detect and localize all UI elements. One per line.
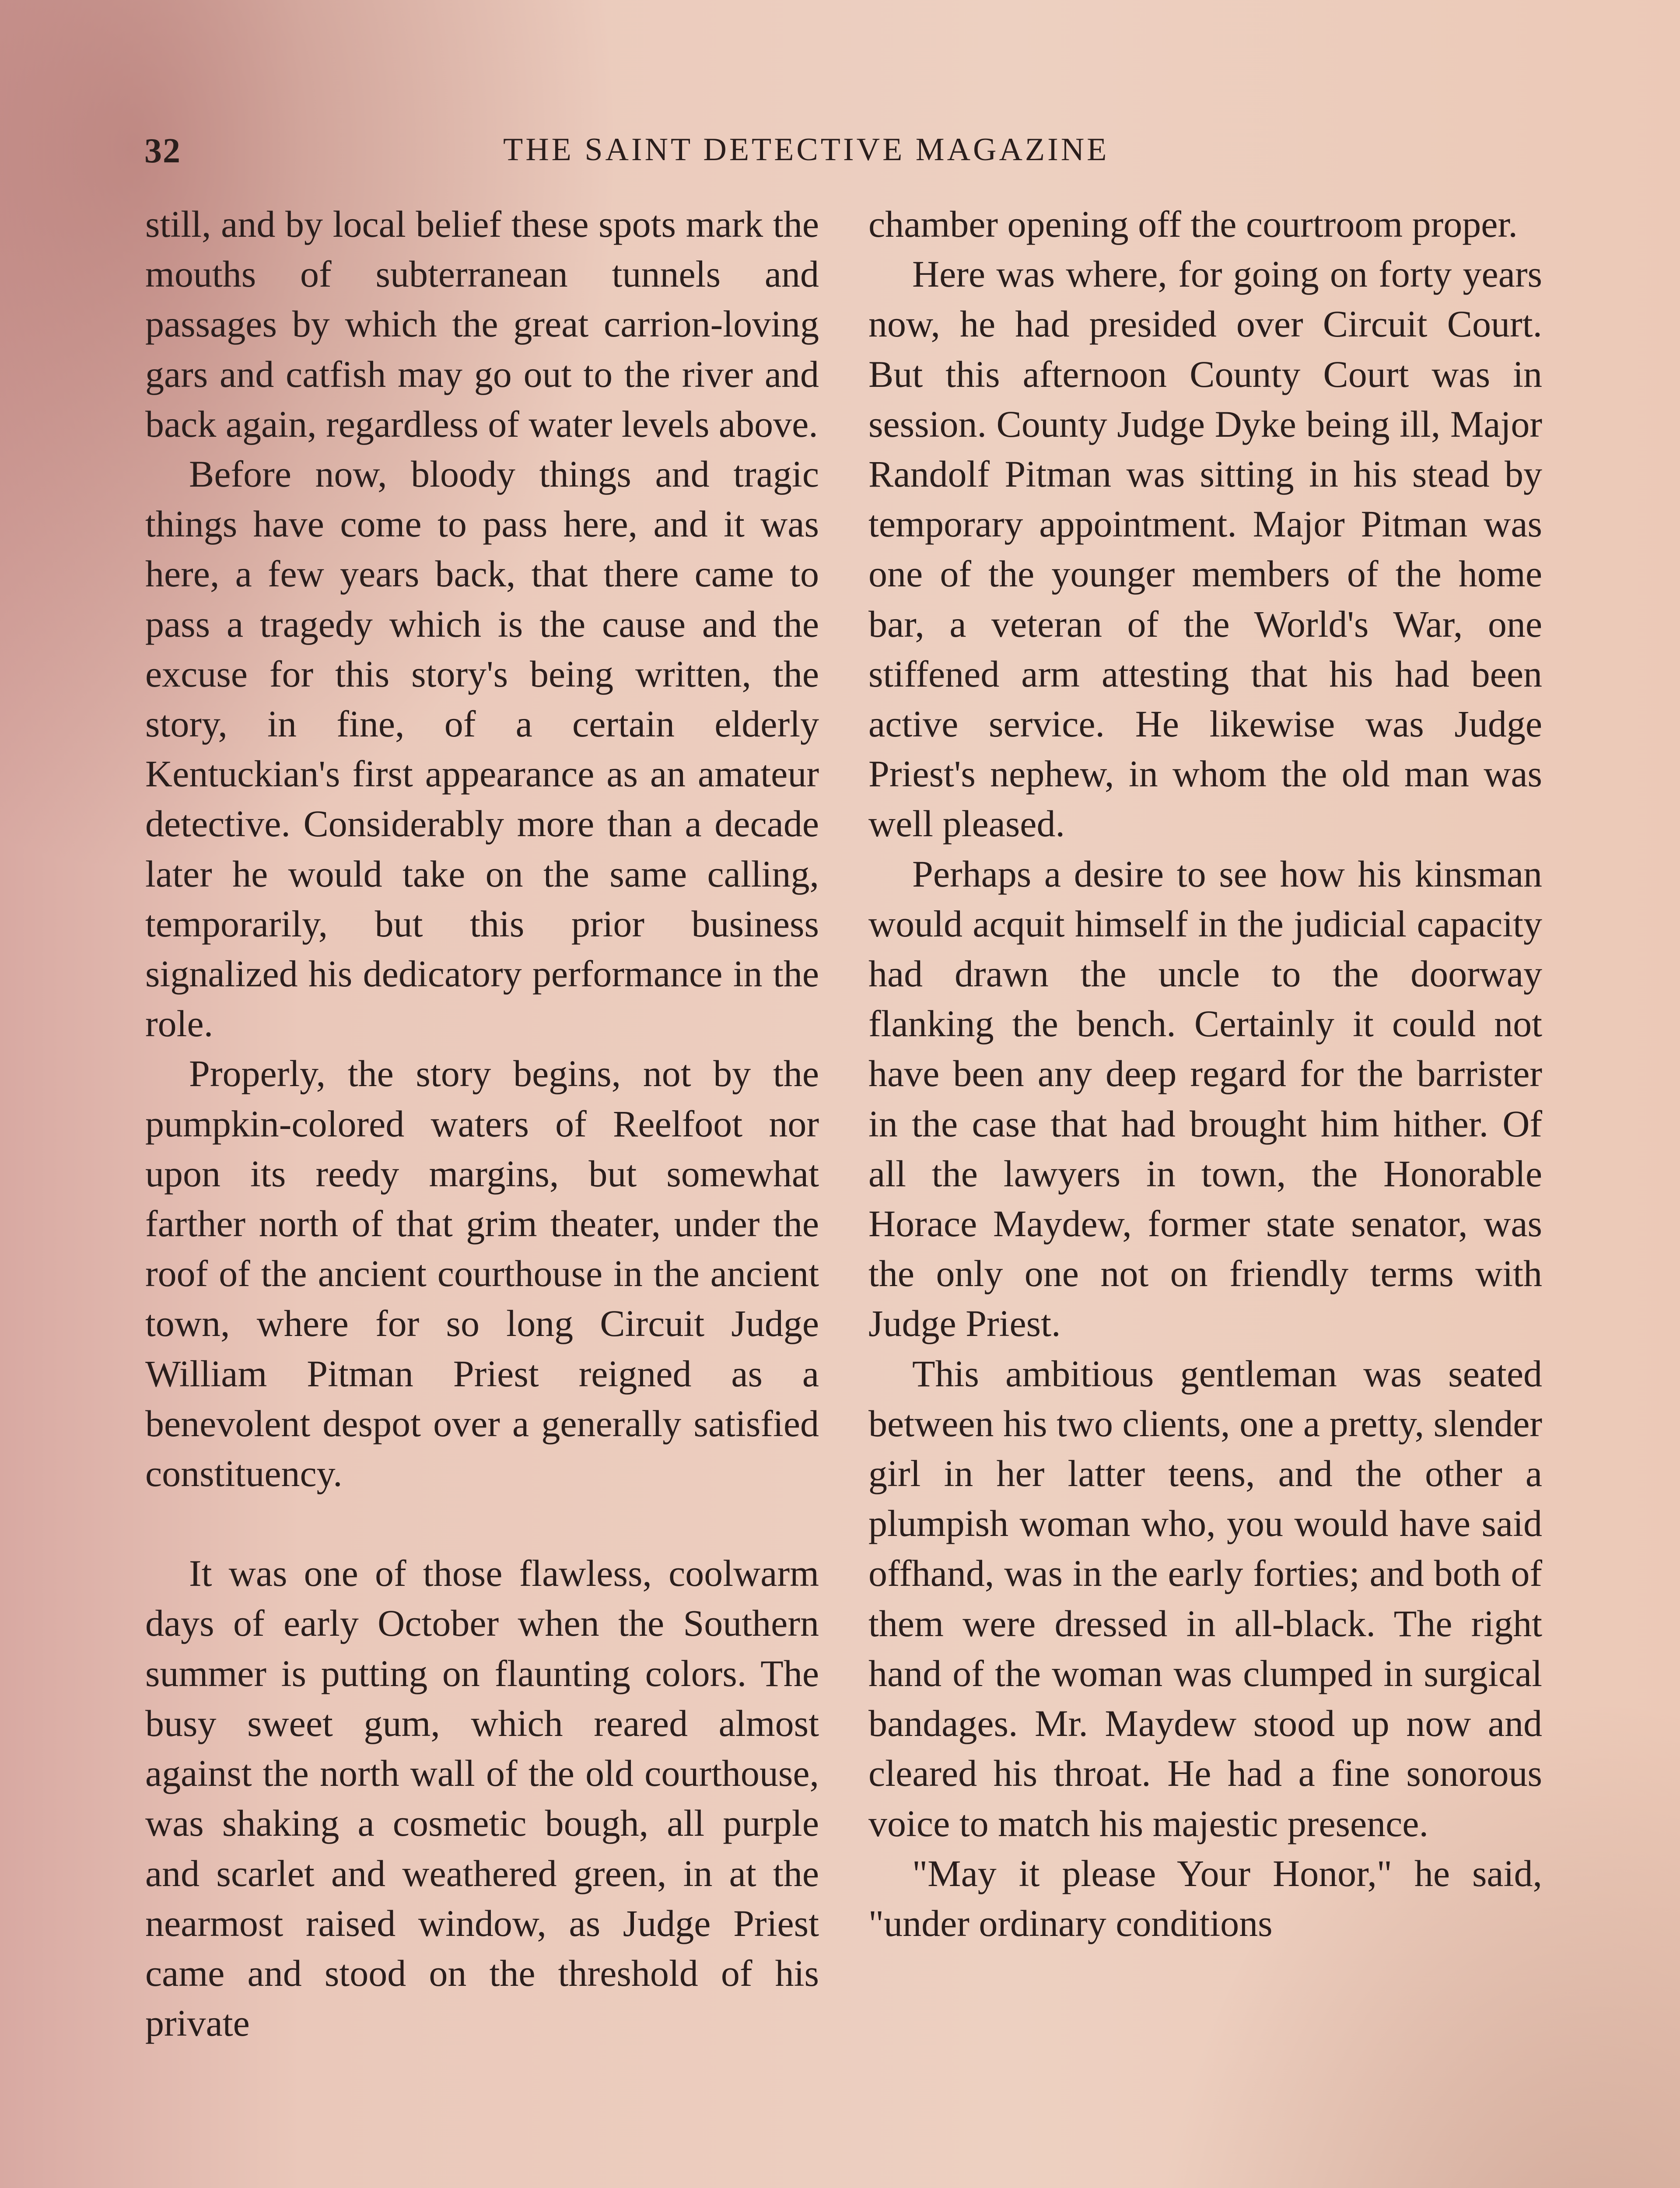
paragraph: Before now, bloody things and tragic things have come to pass here, and it was here, a few years back, that there came to pass a tragedy which is the cause and the excuse for this story's being written, the story, in fine, of a certain elderly Kentuckian's first appearance as an amateur detective. Considerably more than a decade later he would take on the same calling, temporarily, but this prior business signalized his dedicatory performance in the role.: [145, 453, 819, 1045]
paragraph: This ambitious gentleman was seated between his two clients, one a pretty, slender girl in her latter teens, and the other a plumpish woman who, you would have said offhand, was in the early forties; and both of them were dressed in all-black. The right hand of the woman was clumped in surgical bandages. Mr. Maydew stood up now and cleared his throat. He had a fine sonorous voice to match his majestic presence.: [868, 1352, 1542, 1844]
section-break: [145, 1498, 819, 1548]
page-number: 32: [144, 132, 181, 170]
running-head: THE SAINT DETECTIVE MAGAZINE: [503, 132, 1110, 168]
paragraph: "May it please Your Honor," he said, "under ordinary conditions: [868, 1852, 1542, 1944]
left-column: [145, 199, 819, 2048]
paragraph-continued: chamber opening off the courtroom proper.: [868, 203, 1518, 245]
paragraph: Perhaps a desire to see how his kinsman would acquit himself in the judicial capacity had drawn the uncle to the doorway flanking the bench. Certainly it could not have been any deep regard for the barrister in the case that had brought him hither. Of all the lawyers in town, the Honorable Horace Maydew, former state senator, was the only one not on friendly terms with Judge Priest.: [868, 852, 1542, 1345]
right-column: [868, 199, 1542, 1948]
paragraph: It was one of those flawless, coolwarm days of early October when the Southern summer is putting on flaunting colors. The busy sweet gum, which reared almost against the north wall of the old courthouse, was shaking a cosmetic bough, all purple and scarlet and weathered green, in at the nearmost raised window, as Judge Priest came and stood on the threshold of his private: [145, 1552, 819, 2044]
paragraph: Here was where, for going on forty years now, he had presided over Circuit Court. But this afternoon County Court was in session. County Judge Dyke being ill, Major Randolf Pitman was sitting in his stead by temporary appointment. Major Pitman was one of the younger members of the home bar, a veteran of the World's War, one stiffened arm attesting that his had been active service. He likewise was Judge Priest's nephew, in whom the old man was well pleased.: [868, 253, 1542, 845]
paragraph-continued: still, and by local belief these spots mark the mouths of subterranean tunnels and passages by which the great carrion-loving gars and catfish may go out to the river and back again, regardless of water levels above.: [145, 203, 819, 445]
paragraph: Properly, the story begins, not by the pumpkin-colored waters of Reelfoot nor upon its reedy margins, but somewhat farther north of that grim theater, under the roof of the ancient courthouse in the ancient town, where for so long Circuit Judge William Pitman Priest reigned as a benevolent despot over a generally satisfied constituency.: [145, 1052, 819, 1495]
